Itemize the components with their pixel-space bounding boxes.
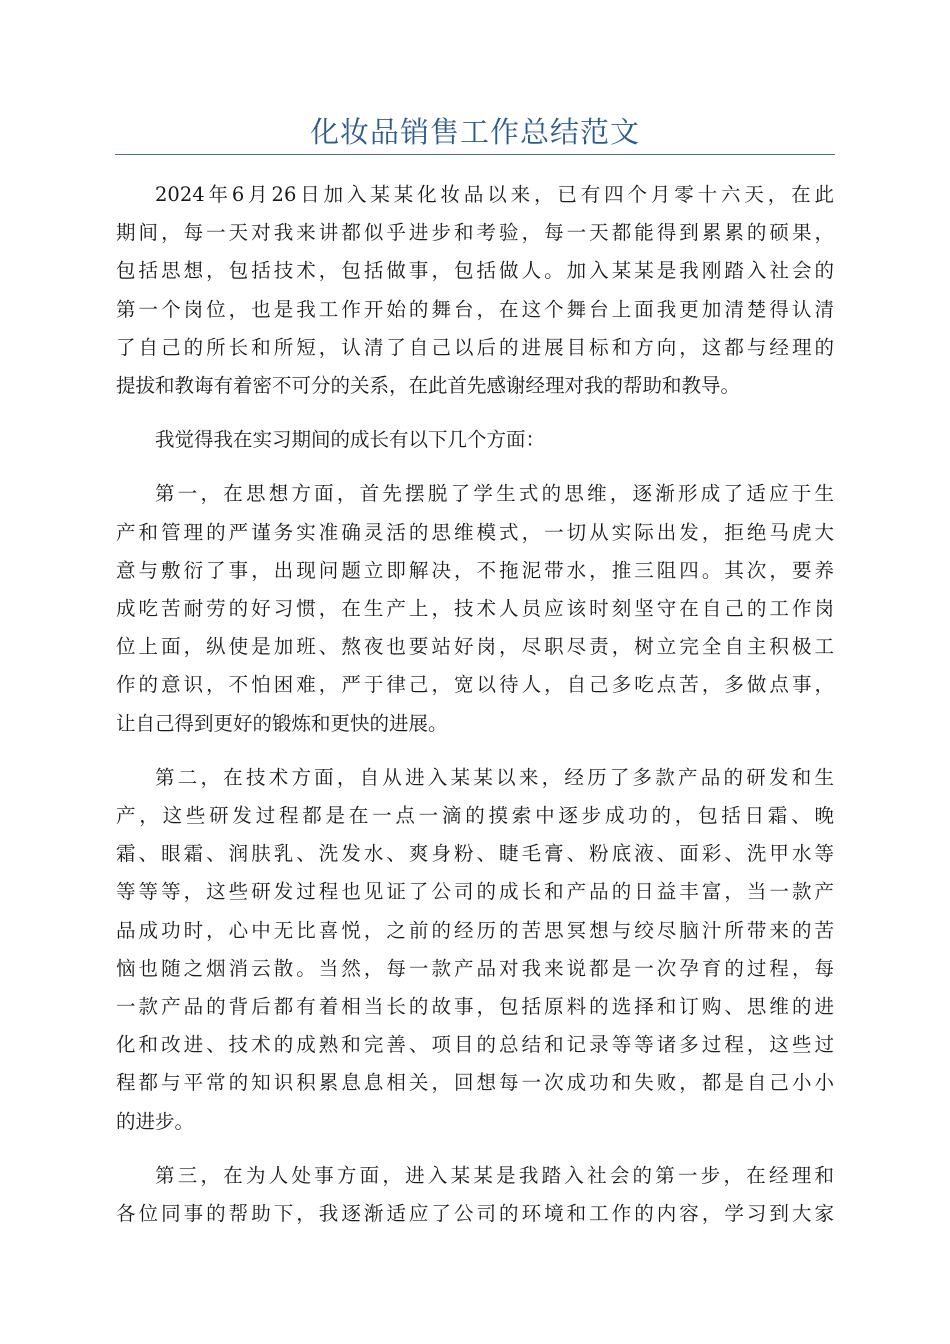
paragraph-growth-intro bbox=[116, 421, 834, 459]
paragraph-third-point bbox=[116, 1157, 834, 1233]
text-line: 品成功时，心中无比喜悦，之前的经历的苦思冥想与绞尽脑汁所带来的苦 bbox=[116, 918, 834, 942]
text-line: 恼也随之烟消云散。当然，每一款产品对我来说都是一次孕育的过程，每 bbox=[116, 956, 834, 980]
text-line: 程都与平常的知识积累息息相关，回想每一次成功和失败，都是自己小小 bbox=[116, 1071, 834, 1095]
text-line: 的进步。 bbox=[116, 1109, 195, 1133]
text-line: 了自己的所长和所短，认清了自己以后的进展目标和方向，这都与经理的 bbox=[116, 335, 834, 359]
text-line: 成吃苦耐劳的好习惯，在生产上，技术人员应该时刻坚守在自己的工作岗 bbox=[116, 597, 834, 621]
text-line: 第一，在思想方面，首先摆脱了学生式的思维，逐渐形成了适应于生 bbox=[155, 482, 834, 506]
text-line: 位上面，纵使是加班、熬夜也要站好岗，尽职尽责，树立完全自主积极工 bbox=[116, 635, 834, 659]
text-line: 产，这些研发过程都是在一点一滴的摸索中逐步成功的，包括日霜、晚 bbox=[116, 804, 834, 828]
text-line: 化和改进、技术的成熟和完善、项目的总结和记录等等诸多过程，这些过 bbox=[116, 1033, 834, 1057]
paragraph-first-point bbox=[116, 475, 834, 742]
text-line: 让自己得到更好的锻炼和更快的进展。 bbox=[116, 711, 448, 735]
text-line: 第三，在为人处事方面，进入某某是我踏入社会的第一步，在经理和 bbox=[155, 1163, 834, 1187]
paragraph-second-point bbox=[116, 759, 834, 1141]
document-body bbox=[116, 176, 834, 1249]
text-line: 各位同事的帮助下，我逐渐适应了公司的环境和工作的内容，学习到大家 bbox=[116, 1202, 834, 1226]
text-line: 提拔和教诲有着密不可分的关系，在此首先感谢经理对我的帮助和教导。 bbox=[116, 374, 741, 398]
paragraph-intro bbox=[116, 176, 834, 405]
title-underline bbox=[115, 154, 835, 155]
text-line: 第二，在技术方面，自从进入某某以来，经历了多款产品的研发和生 bbox=[155, 765, 834, 789]
text-line: 第一个岗位，也是我工作开始的舞台，在这个舞台上面我更加清楚得认清 bbox=[116, 297, 834, 321]
text-line: 霜、眼霜、润肤乳、洗发水、爽身粉、睫毛膏、粉底液、面彩、洗甲水等 bbox=[116, 842, 834, 866]
text-line: 意与敷衍了事，出现问题立即解决，不拖泥带水，推三阻四。其次，要养 bbox=[116, 558, 834, 582]
text-line: 包括思想，包括技术，包括做事，包括做人。加入某某是我刚踏入社会的 bbox=[116, 259, 834, 283]
text-line: 期间，每一天对我来讲都似乎进步和考验，每一天都能得到累累的硕果， bbox=[116, 221, 834, 245]
text-line: 产和管理的严谨务实准确灵活的思维模式，一切从实际出发，拒绝马虎大 bbox=[116, 520, 834, 544]
text-line: 等等等，这些研发过程也见证了公司的成长和产品的日益丰富，当一款产 bbox=[116, 880, 834, 904]
text-line: 2024年6月26日加入某某化妆品以来，已有四个月零十六天，在此 bbox=[155, 183, 834, 206]
text-line: 一款产品的背后都有着相当长的故事，包括原料的选择和订购、思维的进 bbox=[116, 995, 834, 1019]
text-line: 我觉得我在实习期间的成长有以下几个方面： bbox=[155, 428, 546, 452]
text-line: 作的意识，不怕困难，严于律己，宽以待人，自己多吃点苦，多做点事， bbox=[116, 673, 834, 697]
document-title: 化妆品销售工作总结范文 bbox=[309, 115, 640, 149]
